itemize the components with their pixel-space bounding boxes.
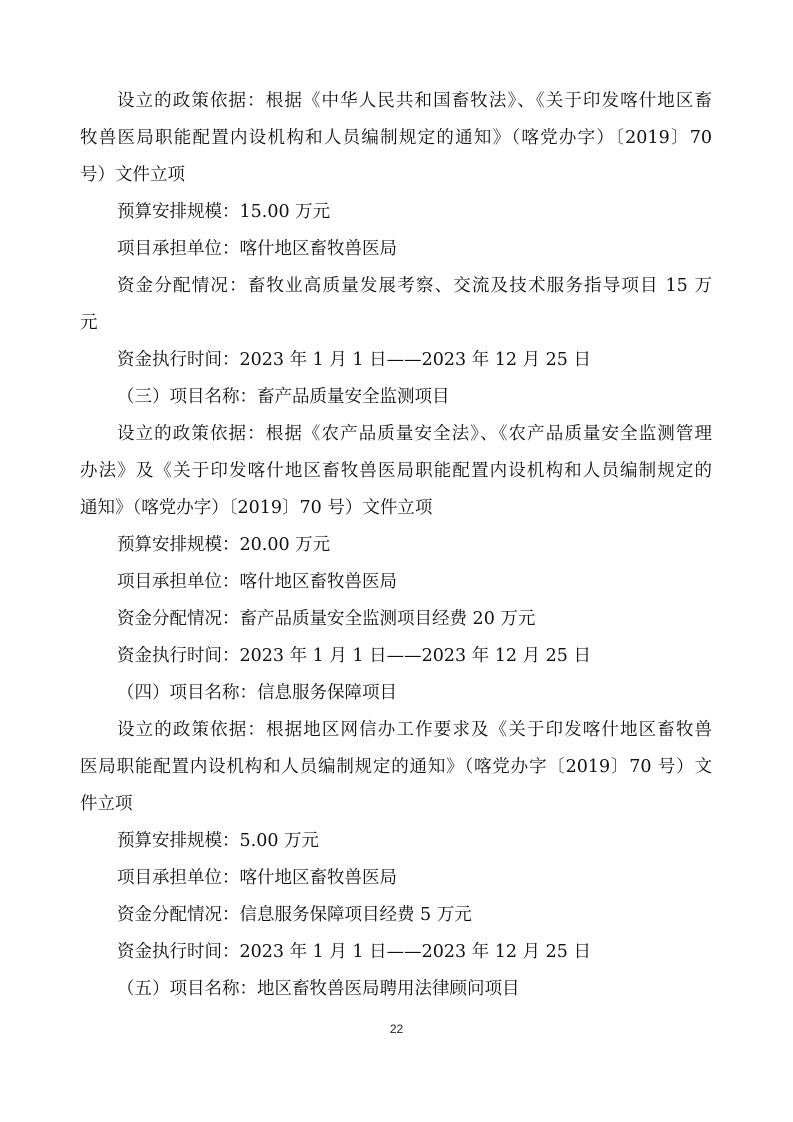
text-line: 元 (80, 313, 98, 333)
text-line: 件立项 (80, 794, 133, 814)
text-line: 通知》（喀党办字）〔2019〕70 号）文件立项 (80, 498, 433, 518)
text-line: 号）文件立项 (80, 165, 185, 185)
text-line: 设立的政策依据：根据地区网信办工作要求及《关于印发喀什地区畜牧兽 (117, 720, 712, 740)
text-line: 资金执行时间：2023 年 1 月 1 日——2023 年 12 月 25 日 (117, 942, 592, 962)
text-line: 医局职能配置内设机构和人员编制规定的通知》（喀党办字〔2019〕70 号）文 (80, 757, 712, 777)
text-line: 资金执行时间：2023 年 1 月 1 日——2023 年 12 月 25 日 (117, 350, 592, 370)
section-heading: （三）项目名称：畜产品质量安全监测项目 (117, 387, 450, 407)
text-line: 资金分配情况：信息服务保障项目经费 5 万元 (117, 905, 472, 925)
text-line: 资金分配情况：畜牧业高质量发展考察、交流及技术服务指导项目 15 万 (117, 276, 712, 296)
text-line: 预算安排规模：5.00 万元 (117, 831, 320, 851)
text-line: 项目承担单位：喀什地区畜牧兽医局 (117, 868, 397, 888)
page-number: 22 (389, 1022, 404, 1036)
text-line: 设立的政策依据：根据《农产品质量安全法》、《农产品质量安全监测管理 (117, 424, 712, 444)
text-line: 资金分配情况：畜产品质量安全监测项目经费 20 万元 (117, 609, 536, 629)
text-line: 项目承担单位：喀什地区畜牧兽医局 (117, 572, 397, 592)
text-line: 预算安排规模：15.00 万元 (117, 202, 331, 222)
text-line: 牧兽医局职能配置内设机构和人员编制规定的通知》（喀党办字）〔2019〕70 (80, 128, 712, 148)
section-heading: （五）项目名称：地区畜牧兽医局聘用法律顾问项目 (117, 979, 520, 999)
section-heading: （四）项目名称：信息服务保障项目 (117, 683, 397, 703)
document-body (80, 83, 712, 1008)
text-line: 预算安排规模：20.00 万元 (117, 535, 331, 555)
text-line: 资金执行时间：2023 年 1 月 1 日——2023 年 12 月 25 日 (117, 646, 592, 666)
text-line: 办法》及《关于印发喀什地区畜牧兽医局职能配置内设机构和人员编制规定的 (80, 461, 712, 481)
text-line: 项目承担单位：喀什地区畜牧兽医局 (117, 239, 397, 259)
text-line: 设立的政策依据：根据《中华人民共和国畜牧法》、《关于印发喀什地区畜 (117, 91, 712, 111)
